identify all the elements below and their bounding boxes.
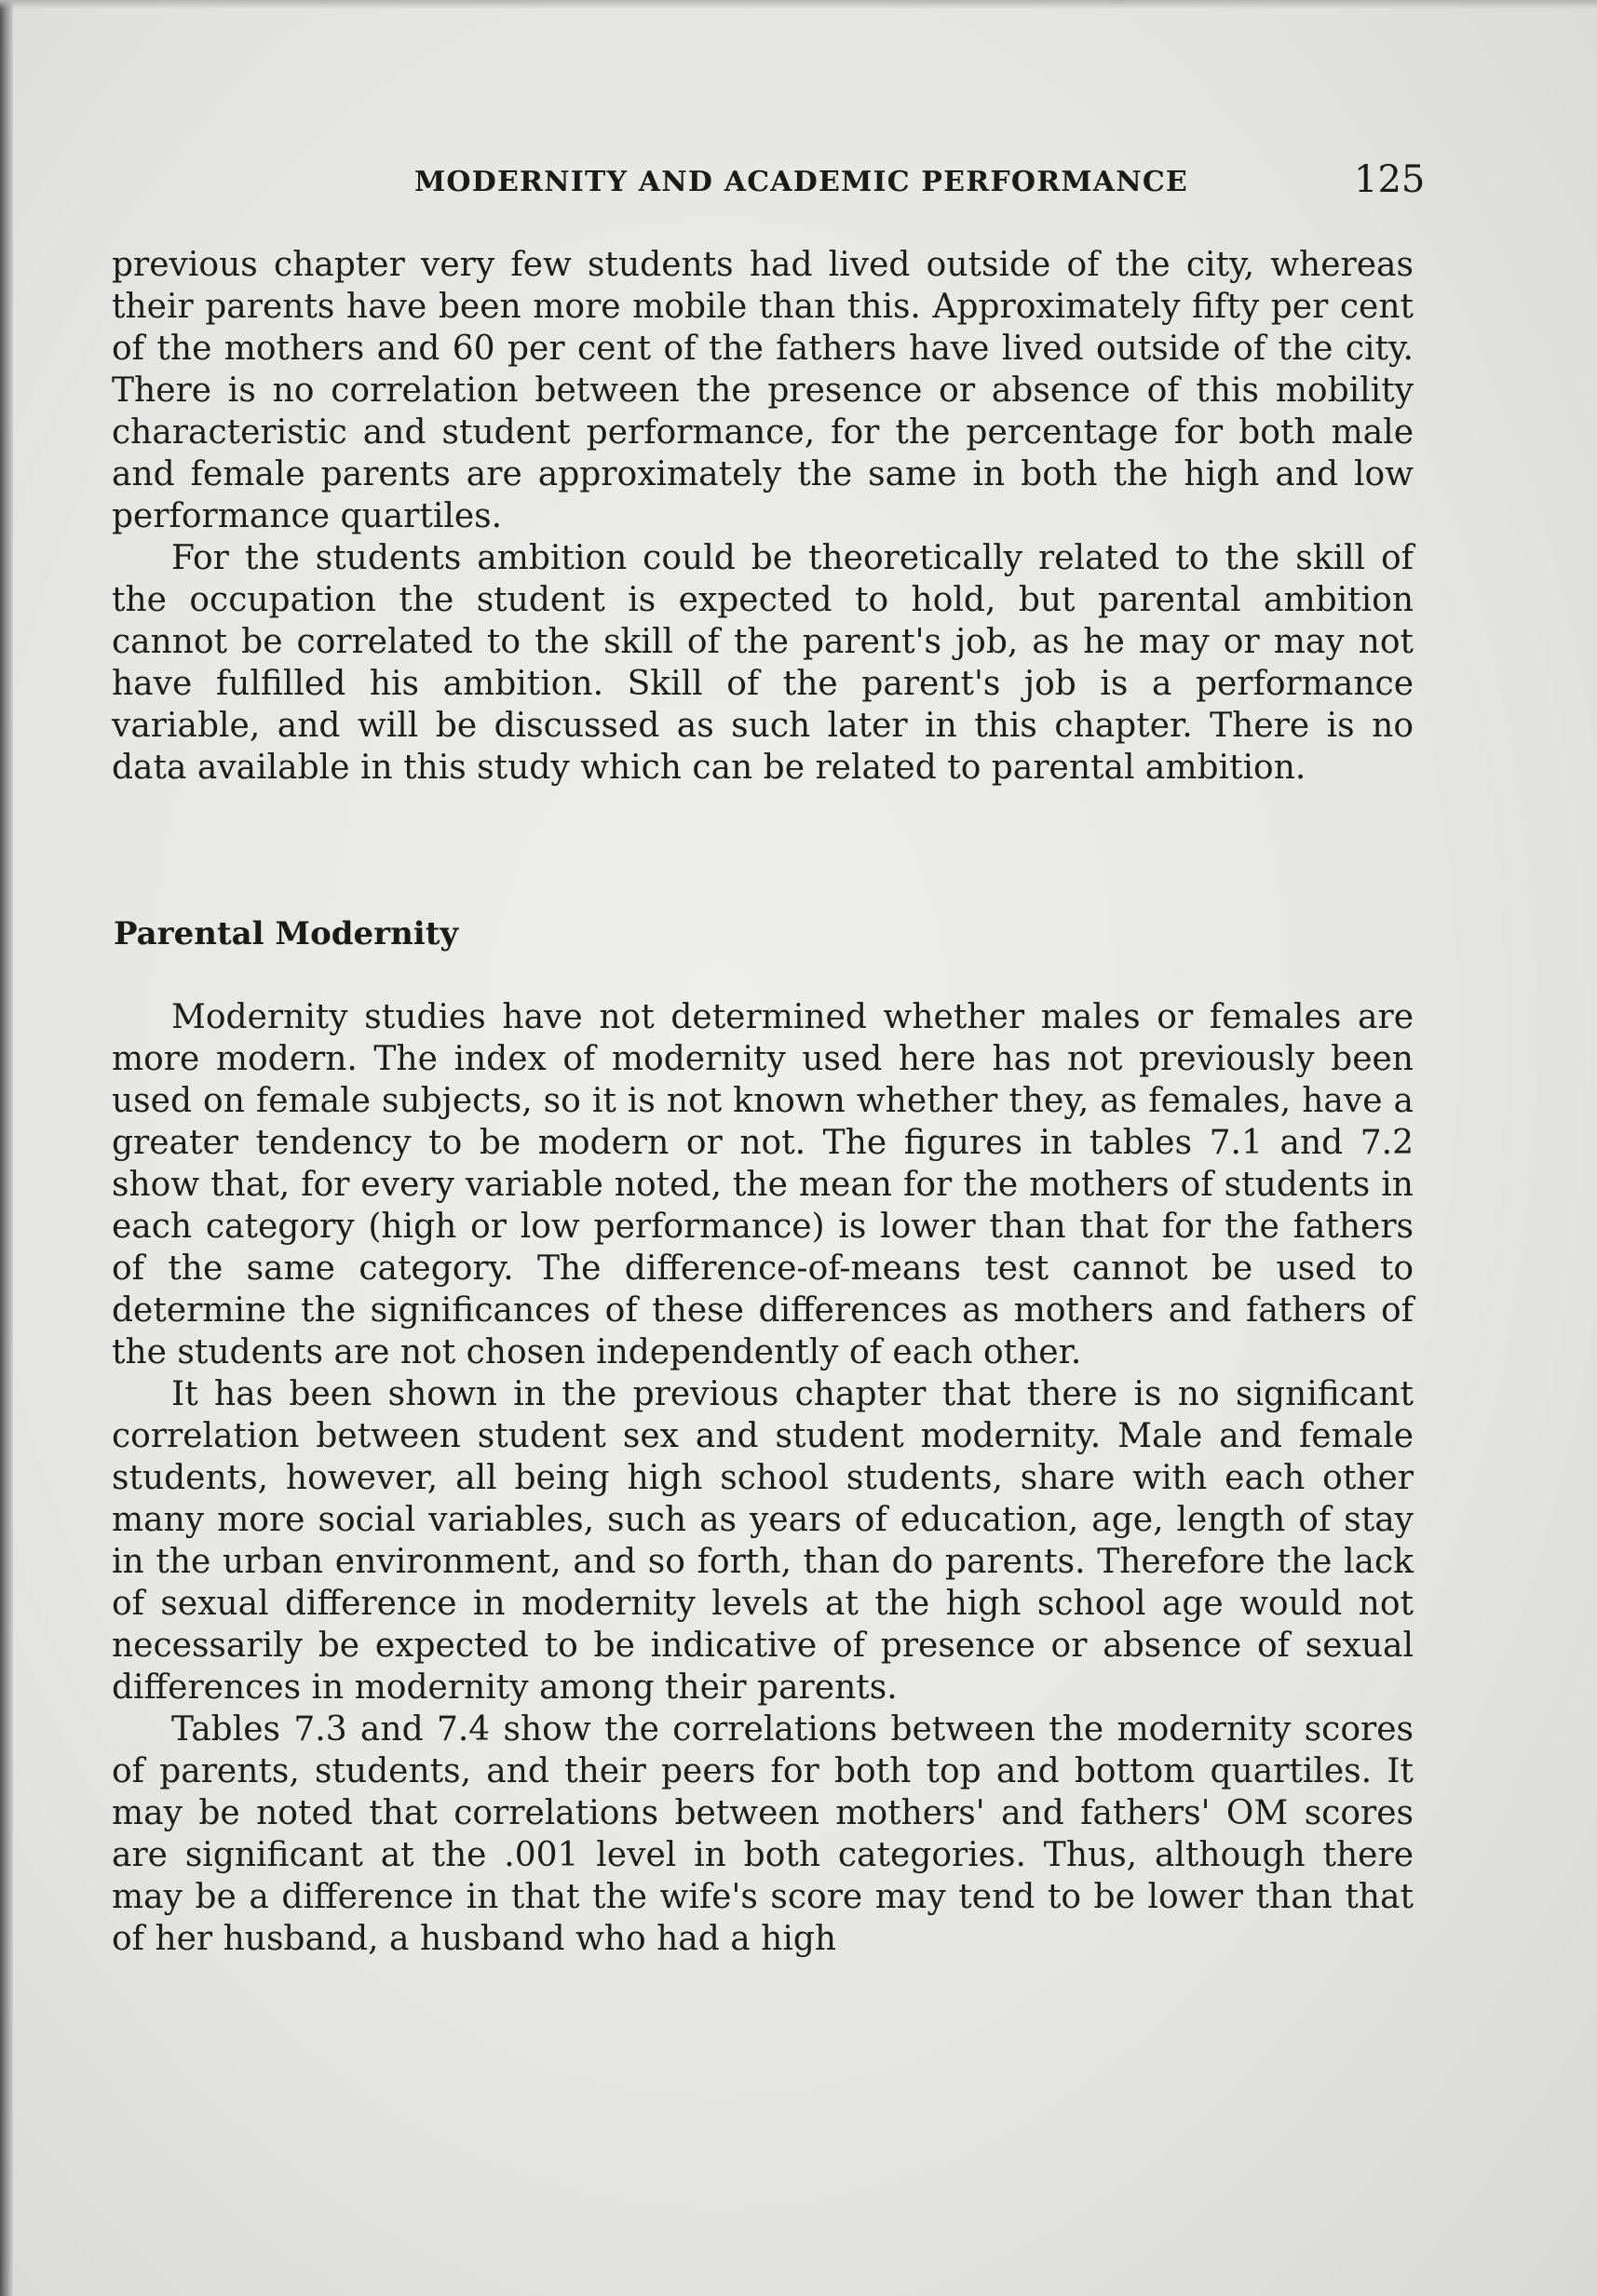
running-header-title: MODERNITY AND ACADEMIC PERFORMANCE [414, 166, 1188, 198]
body-text-top [112, 244, 1414, 789]
paragraph-mobility: previous chapter very few students had lived outside of the city, whereas their parents have been more mobile than this. Approximately fifty per cent of the mothers and 60 per cent of the fathers have lived outside of the city. There is no correlation between the presence or absence of this mobility characteristic and student performance, for the percentage for both male and female parents are approximately the same in both the high and low performance quartiles. [112, 246, 1414, 535]
body-text-bottom [112, 996, 1414, 1960]
section-heading: Parental Modernity [114, 915, 459, 952]
page-binding-shadow [0, 0, 13, 2296]
paragraph-correlation-tables: Tables 7.3 and 7.4 show the correlations between the modernity scores of parents, students, and their peers for both top and bottom quartiles. It may be noted that correlations between mothers' and fathers' OM scores are significant at the .001 level in both categories. Thus, although there may be a difference in that the wife's score may tend to be lower than that of her husband, a husband who had a high [112, 1710, 1414, 1958]
paragraph-modernity-studies: Modernity studies have not determined whether males or females are more modern. The index of modernity used here has not previously been used on female subjects, so it is not known whether they, as females, have a greater tendency to be modern or not. The figures in tables 7.1 and 7.2 show that, for every variable noted, the mean for the mothers of students in each category (high or low performance) is lower than that for the fathers of the same category. The difference-of-means test cannot be used to determine the significances of these differences as mothers and fathers of the students are not chosen independently of each other. [112, 998, 1414, 1371]
page-top-shadow [0, 0, 1597, 9]
paragraph-student-sex: It has been shown in the previous chapter that there is no significant correlation between student sex and student modernity. Male and female students, however, all being high school students, share with each other many more social variables, such as years of education, age, length of stay in the urban environment, and so forth, than do parents. Therefore the lack of sexual difference in modernity levels at the high school age would not necessarily be expected to be indicative of presence or absence of sexual differences in modernity among their parents. [112, 1375, 1414, 1707]
paragraph-ambition: For the students ambition could be theoretically related to the skill of the occupation the student is expected to hold, but parental ambition cannot be correlated to the skill of the parent's job, as he may or may not have fulfilled his ambition. Skill of the parent's job is a performance variable, and will be discussed as such later in this chapter. There is no data available in this study which can be related to parental ambition. [112, 539, 1414, 787]
page-number: 125 [1354, 158, 1426, 201]
